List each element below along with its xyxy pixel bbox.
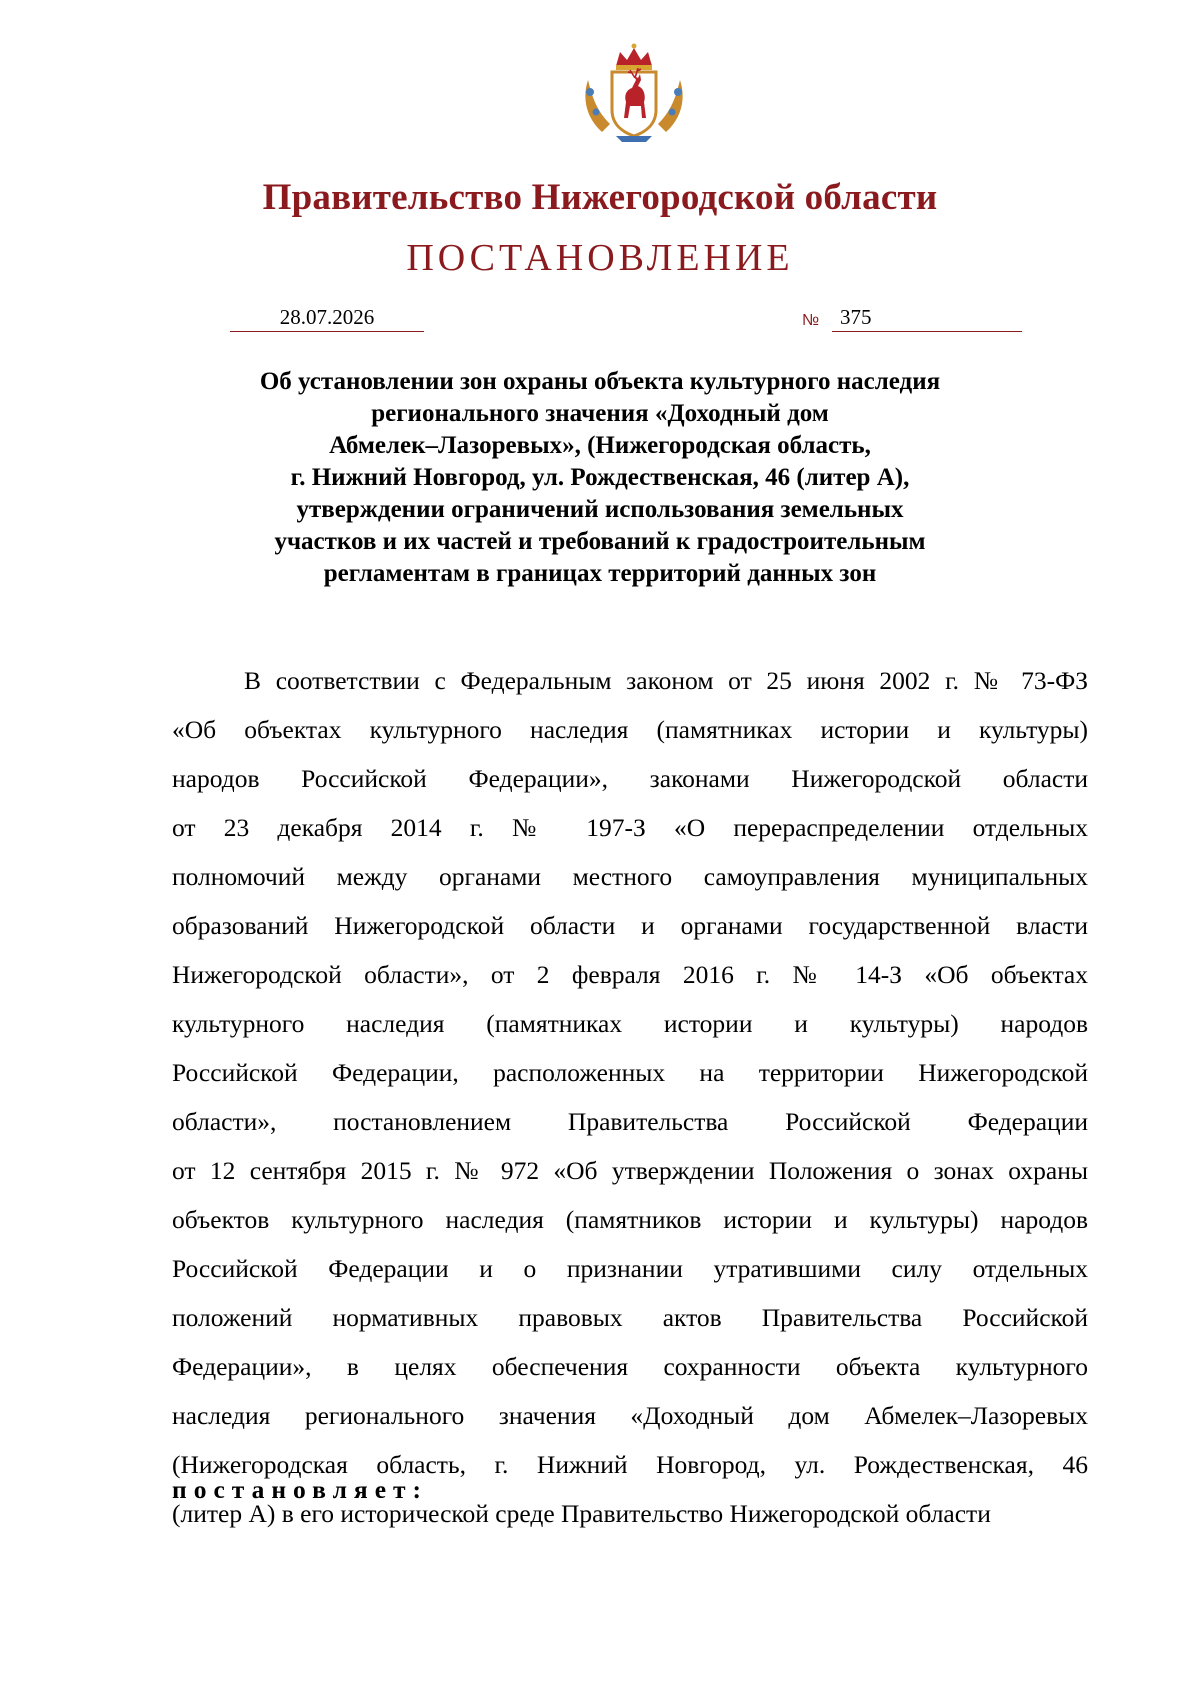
government-name: Правительство Нижегородской области [262,177,938,218]
paragraph-line: (литер А) в его исторической среде Правительство Нижегородской области [172,1499,991,1528]
title-line: утверждении ограничений использования земельных [296,496,904,523]
document-date: 28.07.2026 [279,305,375,329]
number-sign: № [802,312,820,329]
paragraph-line: В соответствии с Федеральным законом от 25 июня 2002 г. № 73-ФЗ [244,666,1088,695]
coat-of-arms-icon [580,40,688,146]
paragraph-line: от 12 сентября 2015 г. № 972 «Об утверждении Положения о зонах охраны [172,1156,1088,1185]
paragraph-line: наследия регионального значения «Доходный дом Абмелек–Лазоревых [172,1401,1088,1430]
title-line: Об установлении зон охраны объекта культурного наследия [259,368,941,395]
document-title [180,366,1020,590]
paragraph-line: (Нижегородская область, г. Нижний Новгород, ул. Рождественская, 46 [172,1450,1088,1479]
paragraph-line: от 23 декабря 2014 г. № 197-З «О перераспределении отдельных [172,813,1088,842]
title-line: участков и их частей и требований к градостроительным [274,528,926,555]
paragraph-line: культурного наследия (памятниках истории и культуры) народов [172,1009,1088,1038]
title-line: регионального значения «Доходный дом [371,400,829,427]
paragraph-line: Федерации», в целях обеспечения сохранности объекта культурного [172,1352,1088,1381]
paragraph-line: народов Российской Федерации», законами Нижегородской области [172,764,1088,793]
paragraph-line: положений нормативных правовых актов Правительства Российской [172,1303,1088,1332]
paragraph-line: Российской Федерации и о признании утратившими силу отдельных [172,1254,1088,1283]
number-underline [832,331,1022,332]
paragraph-line: образований Нижегородской области и органами государственной власти [172,911,1088,940]
paragraph-line: Нижегородской области», от 2 февраля 2016 г. № 14-З «Об объектах [172,960,1088,989]
title-line: г. Нижний Новгород, ул. Рождественская, 46 (литер А), [290,464,910,491]
paragraph-line: объектов культурного наследия (памятников истории и культуры) народов [172,1205,1088,1234]
paragraph-line: области», постановлением Правительства Российской Федерации [172,1107,1088,1136]
date-underline [230,331,424,332]
title-line: Абмелек–Лазоревых», (Нижегородская область, [329,432,871,459]
decree-word: постановляет: [172,1475,429,1504]
document-type: ПОСТАНОВЛЕНИЕ [406,237,794,279]
preamble-paragraph [172,656,1088,1538]
paragraph-line: Российской Федерации, расположенных на территории Нижегородской [172,1058,1088,1087]
title-line: регламентам в границах территорий данных зон [323,560,877,587]
paragraph-line: полномочий между органами местного самоуправления муниципальных [172,862,1088,891]
paragraph-line: «Об объектах культурного наследия (памятниках истории и культуры) [172,715,1088,744]
document-number: 375 [840,305,872,329]
